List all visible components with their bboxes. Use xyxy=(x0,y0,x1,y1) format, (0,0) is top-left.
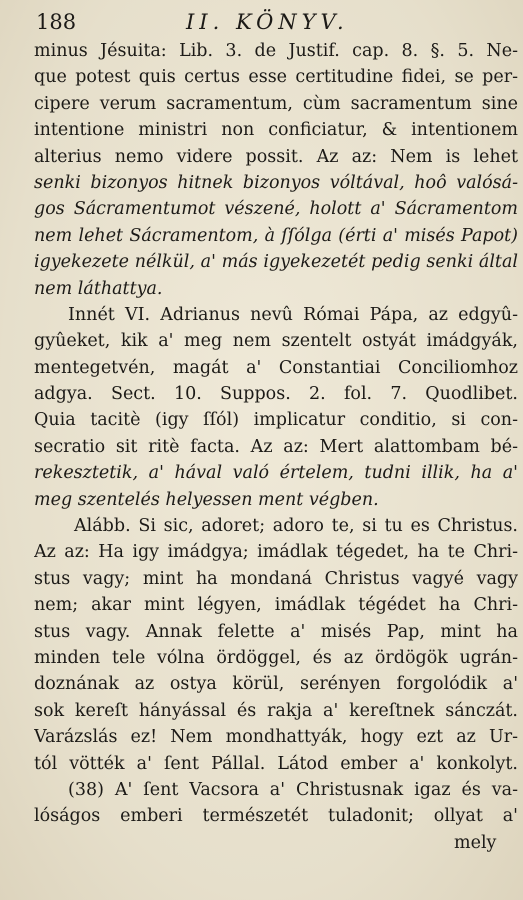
text-line: alterius nemo videre possit. Az az: Nem is lehet xyxy=(34,146,518,167)
text-line: Alább. Si sic, adoret; adoro te, si tu es Christus. xyxy=(74,516,518,537)
text-line: minden tele vólna ördöggel, és az ördögök ugrán- xyxy=(34,647,518,668)
text-line: Quia tacitè (igy ſſól) implicatur conditio, si con- xyxy=(34,410,518,431)
text-line: stus vagy. Annak felette a' misés Pap, mint ha xyxy=(34,621,518,642)
text-line: mentegetvén, magát a' Constantiai Conciliomhoz xyxy=(34,357,518,378)
text-line: nem; akar mint légyen, imádlak tégédet ha Chri- xyxy=(34,595,518,616)
text-line: (38) A' ſent Vacsora a' Christusnak igaz és va- xyxy=(68,779,518,800)
body-text xyxy=(34,38,518,856)
text-line: intentione ministri non conficiatur, & intentionem xyxy=(34,120,518,141)
text-line: nem lehet Sácramentom, à ſſólga (érti a' misés Papot) xyxy=(34,225,518,246)
text-line: doznának az ostya körül, serényen forgolódik a' xyxy=(34,674,518,695)
text-line: sok kereſt hányással és rakja a' kereſtnek sánczát. xyxy=(34,700,518,721)
text-line: Varázslás ez! Nem mondhattyák, hogy ezt az Ur- xyxy=(34,727,518,748)
text-line: que potest quis certus esse certitudine fidei, se per- xyxy=(34,67,518,88)
text-line: secratio sit ritè facta. Az az: Mert alattombam bé- xyxy=(34,436,518,457)
text-line: gos Sácramentumot vészené, holott a' Sácramentom xyxy=(34,199,518,220)
text-line: rekesztetik, a' hával való értelem, tudni illik, ha a' xyxy=(34,463,518,484)
text-line: adgya. Sect. 10. Suppos. 2. fol. 7. Quodlibet. xyxy=(34,384,518,405)
text-line: tól vötték a' ſent Pállal. Látod ember a' konkolyt. xyxy=(34,753,518,774)
text-line: igyekezete nélkül, a' más igyekezetét pedig senki által xyxy=(34,252,518,273)
text-line: nem láthattya. xyxy=(34,278,163,299)
text-line: gyûeket, kik a' meg nem szentelt ostyát imádgyák, xyxy=(34,331,518,352)
text-line: Az az: Ha igy imádgya; imádlak tégedet, ha te Chri- xyxy=(34,542,518,563)
text-line: senki bizonyos hitnek bizonyos vóltával, hoô valósá- xyxy=(34,172,518,193)
text-line: cipere verum sacramentum, cùm sacramentum sine xyxy=(34,93,518,114)
text-line: minus Jésuita: Lib. 3. de Justif. cap. 8. §. 5. Ne- xyxy=(34,41,518,61)
text-line: lóságos emberi természetét tuladonit; ollyat a' xyxy=(34,806,518,827)
page-header xyxy=(36,10,493,40)
text-line: Innét VI. Adrianus nevû Római Pápa, az edgyû- xyxy=(68,304,518,325)
text-line: meg szentelés helyessen ment végben. xyxy=(34,489,379,510)
text-line: stus vagy; mint ha mondaná Christus vagyé vagy xyxy=(34,568,518,589)
running-title: II. KÖNYV. xyxy=(186,10,349,34)
page-number: 188 xyxy=(36,10,77,34)
catchword: mely xyxy=(454,832,497,853)
